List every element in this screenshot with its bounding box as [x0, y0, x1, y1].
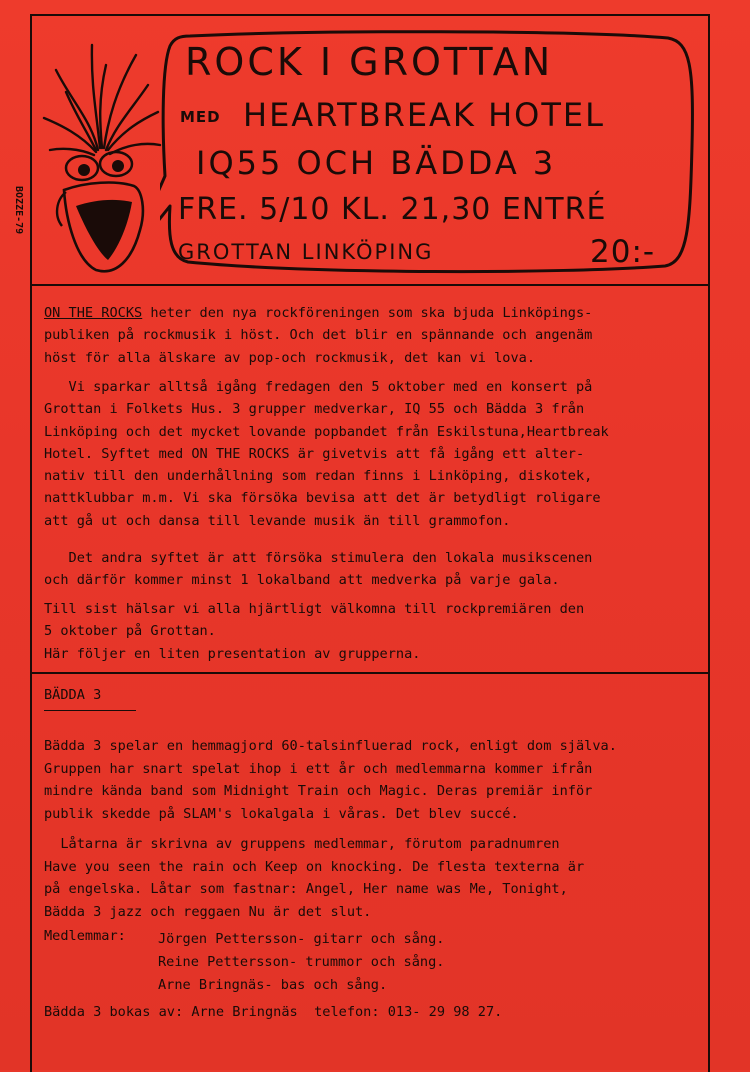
band-paragraph-2: Låtarna är skrivna av gruppens medlemmar, förutom paradnumren Have you seen the rain och Keep on knocking. De flesta texterna är på engelska. Låtar som fastnar: Angel, Her name was Me, Tonight, Bädda 3 jazz och reggaen Nu är det slut.: [44, 836, 585, 920]
intro-paragraph-1-text: heter den nya rockföreningen som ska bjuda Linköpings- publiken på rockmusik i höst. Och det blir en spännande och angenäm höst för alla älskare av pop-och rockmusik, det kan vi lova.: [44, 305, 593, 366]
members-list: Jörgen Pettersson- gitarr och sång. Reine Pettersson- trummor och sång. Arne Bringnäs- bas och sång.: [158, 931, 445, 993]
booking-contact: Bädda 3 bokas av: Arne Bringnäs telefon: 013- 29 98 27.: [44, 1004, 503, 1020]
artist-credit: BOZZE-79: [13, 186, 24, 235]
event-venue: GROTTAN LINKÖPING: [178, 240, 434, 264]
intro-paragraph-3: Det andra syftet är att försöka stimulera den lokala musikscenen och därför kommer minst 1 lokalband att medverka på varje gala.: [44, 550, 593, 589]
entry-price: 20:-: [590, 234, 656, 270]
headliner-band: HEARTBREAK HOTEL: [243, 96, 605, 134]
event-date-time: FRE. 5/10 KL. 21,30 ENTRÉ: [178, 192, 607, 227]
club-name: ON THE ROCKS: [44, 305, 143, 321]
members-label: Medlemmar:: [44, 928, 126, 944]
mascot-face-illustration: [36, 30, 166, 280]
band-paragraph-1: Bädda 3 spelar en hemmagjord 60-talsinfluerad rock, enligt dom själva. Gruppen har snart spelat ihop i ett år och medlemmarna kommer ifrån mindre kända band som Midnight Train och Magic. Deras premiär inför publik skedde på SLAM's lokalgala i våras. Det blev succé.: [44, 738, 617, 822]
band-section-underline: [44, 710, 136, 711]
intro-paragraph-1: [44, 302, 704, 369]
with-label: MED: [180, 108, 221, 126]
intro-paragraph-4: Till sist hälsar vi alla hjärtligt välkomna till rockpremiären den 5 oktober på Grottan. Här följer en liten presentation av grupperna.: [44, 601, 585, 662]
section-divider: [30, 672, 708, 674]
band-section-title: BÄDDA 3: [44, 687, 102, 703]
event-title: ROCK I GROTTAN: [185, 40, 554, 84]
support-bands: IQ55 OCH BÄDDA 3: [196, 144, 557, 182]
header-divider: [30, 284, 708, 286]
intro-paragraph-2: Vi sparkar alltså igång fredagen den 5 oktober med en konsert på Grottan i Folkets Hus. 3 grupper medverkar, IQ 55 och Bädda 3 från Linköping och det mycket lovande popbandet från Eskilstuna,Heartbreak Hotel. Syftet med ON THE ROCKS är givetvis att få igång ett alter- nativ till den underhållning som redan finns i Linköping, diskotek, nattklubbar m.m. Vi ska försöka bevisa att det är betydligt roligare att gå ut och dansa till levande musik än till grammofon.: [44, 379, 609, 529]
